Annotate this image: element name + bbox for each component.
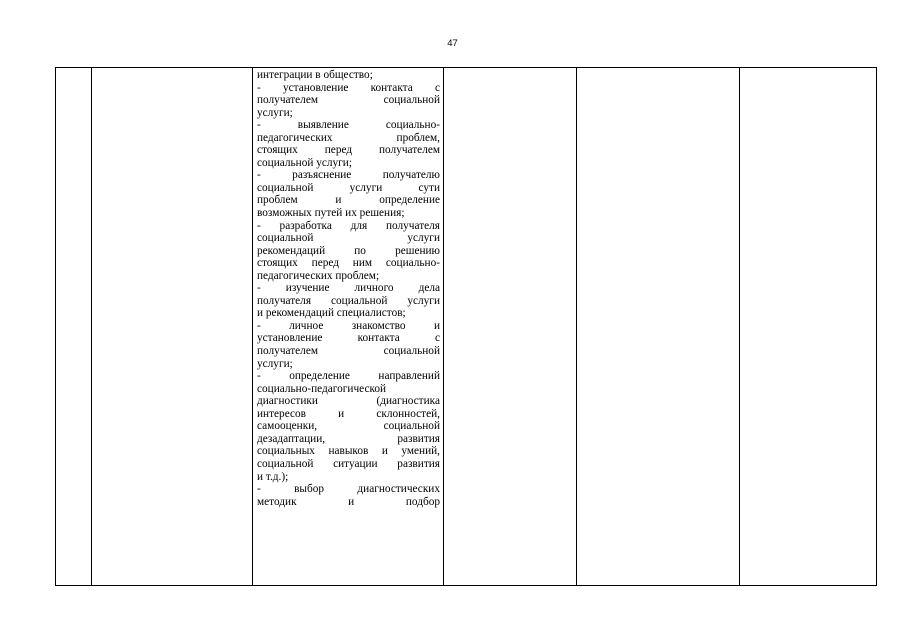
service-content-cell [257, 69, 440, 508]
text-line: - разработка для получателя [257, 219, 440, 232]
text-line: получателя социальной услуги [257, 294, 440, 307]
services-table [55, 67, 877, 586]
text-line: педагогических проблем, [257, 131, 440, 144]
text-line: самооценки, социальной [257, 420, 440, 433]
text-line: проблем и определение [257, 194, 440, 207]
text-line: социальной услуги [257, 232, 440, 245]
column-divider [739, 68, 740, 585]
text-line: методик и подбор [257, 495, 440, 508]
text-line: диагностики (диагностика [257, 395, 440, 408]
text-line: интересов и склонностей, [257, 407, 440, 420]
text-line: - установление контакта с [257, 81, 440, 94]
text-line: - изучение личного дела [257, 282, 440, 295]
column-divider [91, 68, 92, 585]
text-line: - выбор диагностических [257, 483, 440, 496]
text-line: дезадаптации, развития [257, 432, 440, 445]
text-line: получателем социальной [257, 94, 440, 107]
text-line: - выявление социально- [257, 119, 440, 132]
text-line: рекомендаций по решению [257, 244, 440, 257]
text-line: и т.д.); [257, 470, 289, 483]
text-line: получателем социальной [257, 345, 440, 358]
text-line: - определение направлений [257, 370, 440, 383]
text-line: - разъяснение получателю [257, 169, 440, 182]
text-line: социальной ситуации развития [257, 457, 440, 470]
column-divider [443, 68, 444, 585]
text-line: стоящих перед ним социально- [257, 257, 440, 270]
text-line: установление контакта с [257, 332, 440, 345]
text-line: социальной услуги; [257, 156, 352, 169]
text-line: стоящих перед получателем [257, 144, 440, 157]
text-line: возможных путей их решения; [257, 207, 405, 220]
text-line: социальной услуги сути [257, 181, 440, 194]
text-line: - личное знакомство и [257, 319, 440, 332]
text-line: и рекомендаций специалистов; [257, 307, 406, 320]
text-line: услуги; [257, 357, 293, 370]
page-number: 47 [447, 38, 458, 49]
column-divider [576, 68, 577, 585]
text-line: педагогических проблем; [257, 269, 380, 282]
text-line: интеграции в общество; [257, 69, 373, 81]
column-divider [252, 68, 253, 585]
text-line: социальных навыков и умений, [257, 445, 440, 458]
text-line: социально-педагогической [257, 382, 387, 395]
text-line: услуги; [257, 106, 293, 119]
